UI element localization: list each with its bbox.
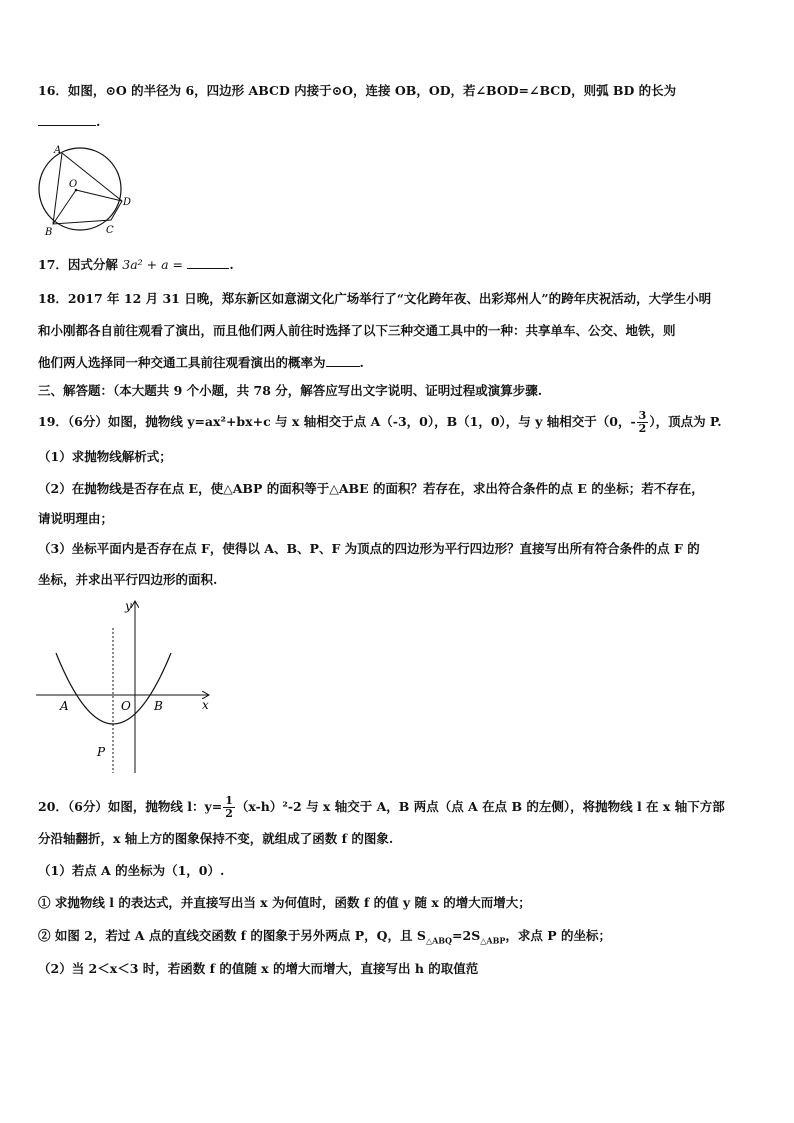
q19-part3-line1: （3）坐标平面内是否存在点 F，使得以 A、B、P、F 为顶点的四边形为平行四边形？直接写出所有符合条件的点 F 的 (38, 541, 700, 556)
section-3-header: 三、解答题：（本大题共 9 个小题，共 78 分，解答应写出文字说明、证明过程或演算步骤. (38, 383, 543, 398)
label-a: A (60, 699, 69, 713)
q20-line3: （1）若点 A 的坐标为（1，0）. (38, 863, 225, 878)
q16-line1 (38, 82, 676, 100)
q19-part1: （1）求抛物线解析式； (38, 449, 172, 464)
circled-one: ① (38, 895, 51, 910)
q16-text: 16．如图，⊙O 的半径为 6，四边形 ABCD 内接于⊙O，连接 OB，OD，若∠BOD=∠BCD，则弧 BD 的长为 (38, 83, 677, 98)
q18-line1: 18．2017 年 12 月 31 日晚，郑东新区如意湖文化广场举行了“文化跨年夜、出彩郑州人”的跨年庆祝活动，大学生小明 (38, 291, 712, 306)
q19-parabola-figure (36, 598, 214, 776)
q20-fraction: $\frac{1}{2}$ (225, 794, 233, 820)
q16-line2: . (38, 113, 100, 131)
q20-line1: 20．（6分）如图，抛物线 l：y= $\frac{1}{2}$ （x-h）²-2 与 x 轴交于 A，B 两点（点 A 在点 B 的左侧），将抛物线 l 在 x 轴下方部 (38, 794, 725, 820)
label-o: O (69, 179, 78, 190)
label-o: O (121, 699, 131, 713)
q16-answer-blank (38, 113, 96, 126)
q19-part3-line2: 坐标，并求出平行四边形的面积. (38, 572, 218, 587)
label-y: y (125, 599, 132, 613)
label-d: D (123, 197, 132, 208)
label-c: C (106, 225, 114, 236)
q18-line3: 他们两人选择同一种交通工具前往观看演出的概率为 . (38, 355, 364, 370)
q17-answer-blank (187, 256, 229, 269)
q19-part2-line1: （2）在抛物线是否存在点 E，使△ABP 的面积等于△ABE 的面积？若存在，求出符合条件的点 E 的坐标；若不存在， (38, 481, 704, 496)
q17-line: 17．因式分解 3a² + a = . (38, 257, 234, 272)
q20-line2: 分沿轴翻折，x 轴上方的图象保持不变，就组成了函数 f 的图象. (38, 831, 394, 846)
label-b: B (45, 227, 53, 238)
label-p: P (97, 745, 106, 759)
circled-two: ② (38, 928, 51, 943)
q18-line2: 和小刚都各自前往观看了演出，而且他们两人前往时选择了以下三种交通工具中的一种：共享单车、公交、地铁，则 (38, 323, 676, 338)
q19-fraction: $\frac{3}{2}$ (638, 409, 647, 435)
q20-subq1: ① 求抛物线 l 的表达式，并直接写出当 x 为何值时，函数 f 的值 y 随 x 的增大而增大； (38, 895, 531, 910)
q17-pre: 17．因式分解 (38, 257, 118, 272)
circle-o (39, 148, 121, 230)
label-b: B (154, 699, 163, 713)
q19-part2-line2: 请说明理由； (38, 511, 114, 526)
q18-answer-blank (326, 354, 360, 367)
label-x: x (202, 698, 209, 712)
label-a: A (54, 145, 62, 156)
q16-circle-figure (36, 142, 136, 238)
q20-subq2: ② 如图 2，若过 A 点的直线交函数 f 的图象于另外两点 P，Q，且 $S_{\triangle ABQ}=2S_{\triangle ABP}$，求点 P 的坐标； (38, 928, 611, 946)
q17-expression: 3a² + a = (122, 257, 184, 272)
q19-line1: 19．（6分）如图，抛物线 y=ax²+bx+c 与 x 轴相交于点 A（-3，0），B（1，0），与 y 轴相交于（0，- $\frac{3}{2}$ ），顶点为 P. (38, 409, 722, 435)
q20-part2: （2）当 2＜x＜3 时，若函数 f 的值随 x 的增大而增大，直接写出 h 的取值范 (38, 961, 479, 976)
